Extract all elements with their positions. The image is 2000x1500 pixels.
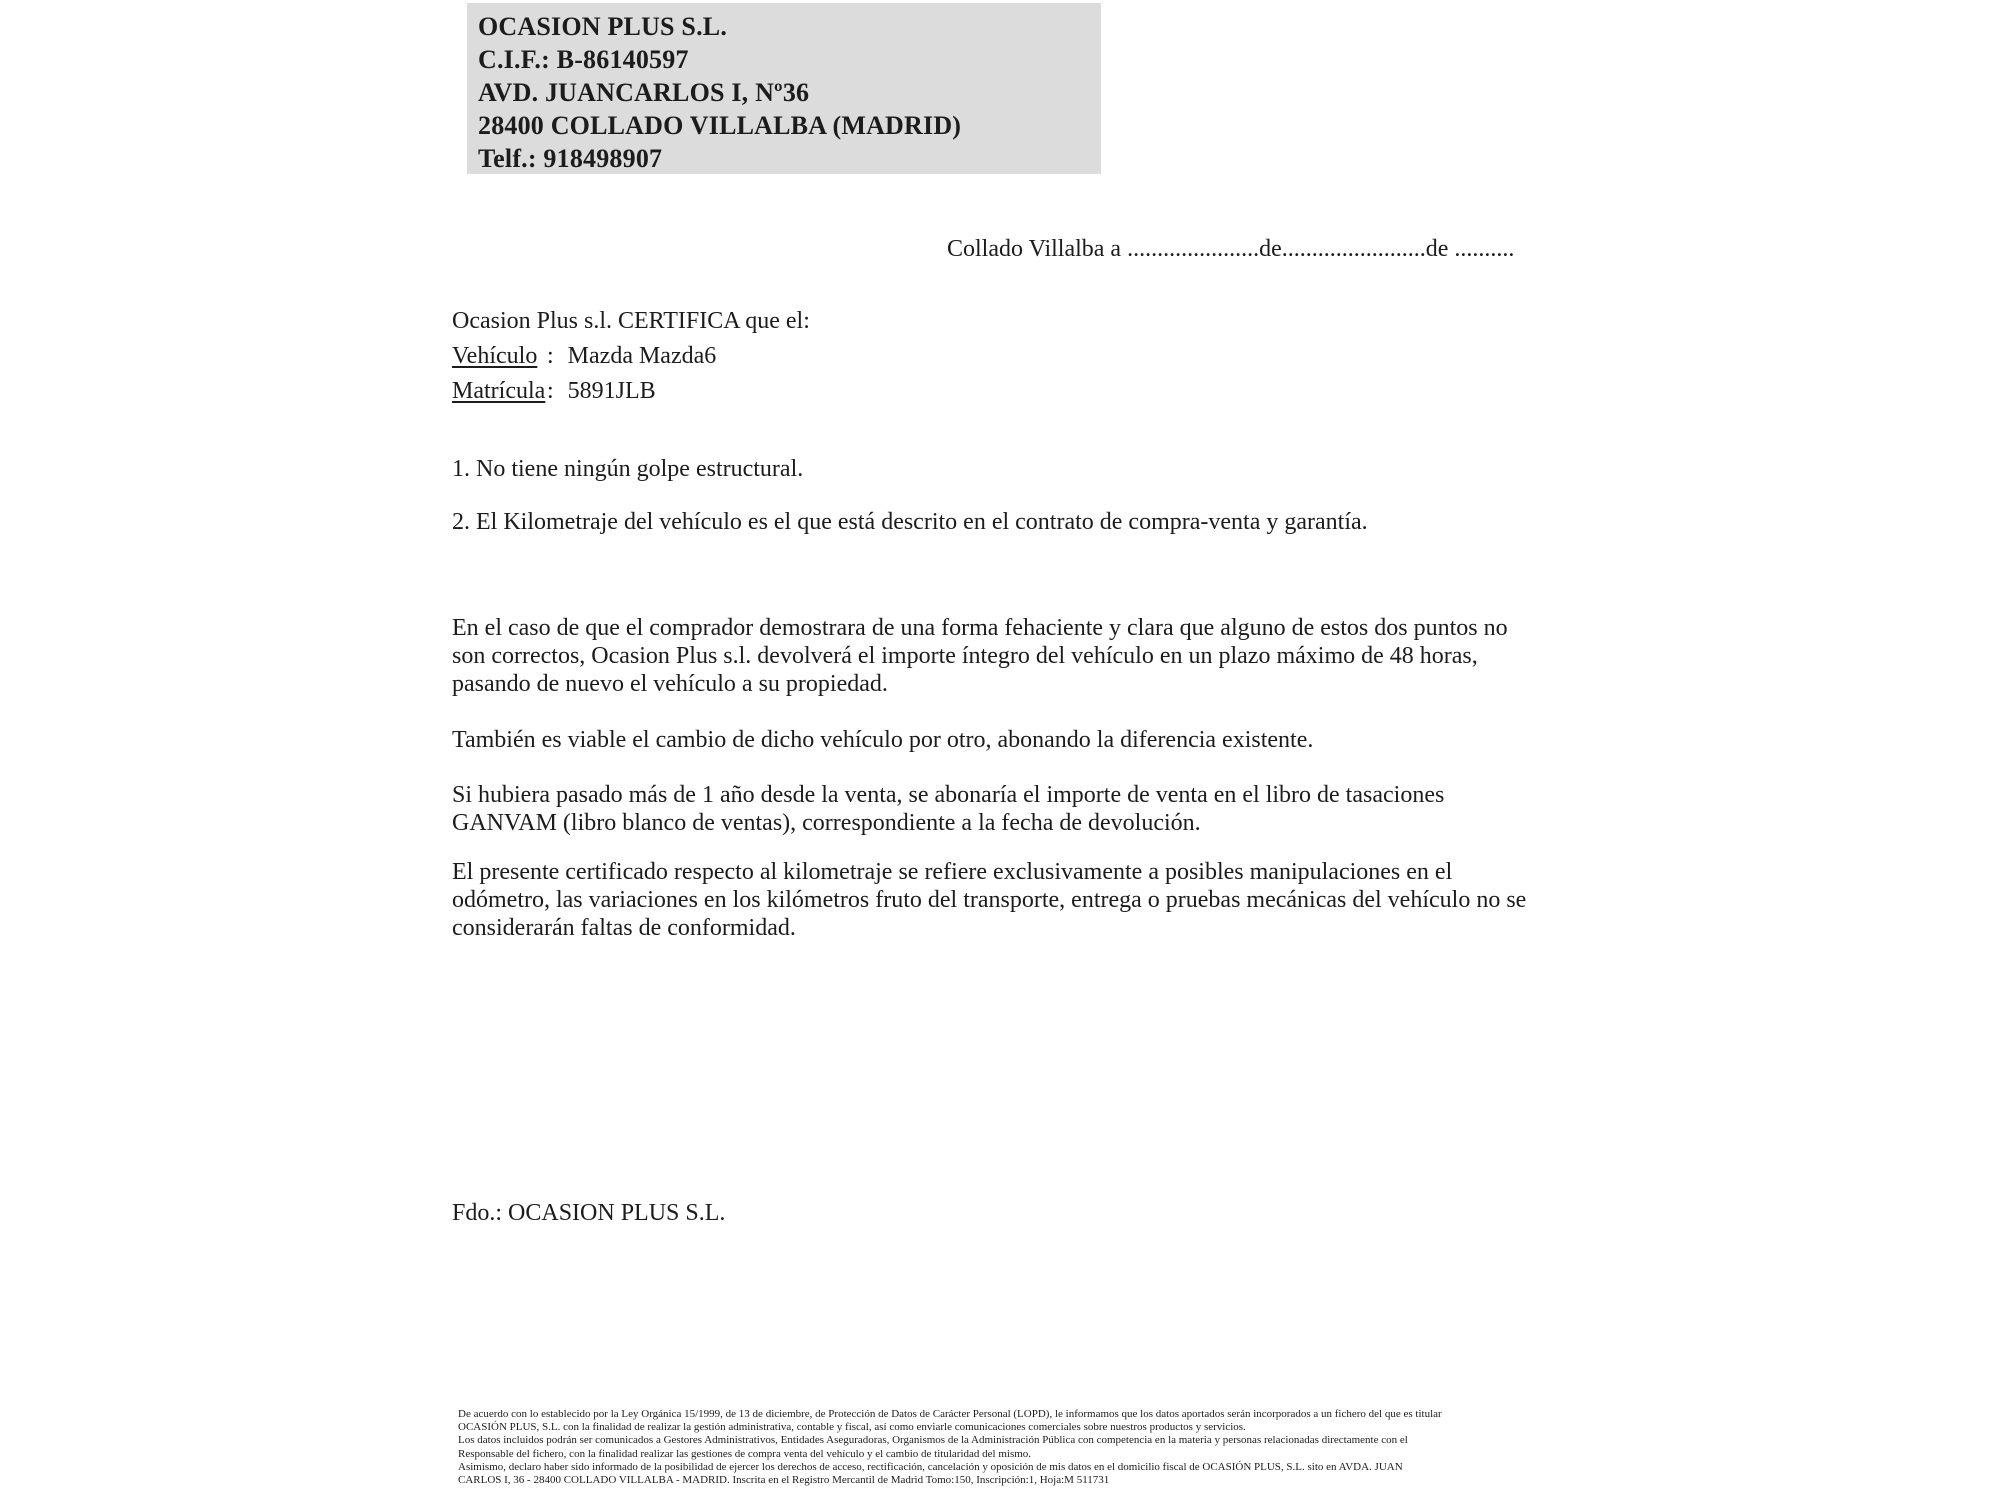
company-header-box — [467, 3, 1101, 174]
plate-field — [452, 374, 810, 409]
company-name: OCASION PLUS S.L. — [478, 12, 728, 41]
legal-footer-line: CARLOS I, 36 - 28400 COLLADO VILLALBA - MADRID. Inscrita en el Registro Mercantil de Madrid Tomo:150, Inscripción:1, Hoja:M 511731 — [458, 1474, 1110, 1487]
ganvam-clause-paragraph: Si hubiera pasado más de 1 año desde la venta, se abonaría el importe de venta en el libro de tasaciones GANVAM (libro blanco de ventas), correspondiente a la fecha de devolución. — [452, 782, 1445, 836]
company-address: AVD. JUANCARLOS I, Nº36 — [478, 78, 810, 107]
certified-point-2: 2. El Kilometraje del vehículo es el que está descrito en el contrato de compra-venta y garantía. — [452, 509, 1368, 535]
date-fill-in-line: Collado Villalba a ......................de........................de .......... — [947, 236, 1515, 262]
legal-footer-line: OCASIÓN PLUS, S.L. con la finalidad de realizar la gestión administrativa, contable y fiscal, así como enviarle comunicaciones comerciales sobre nuestros productos y servicios. — [458, 1421, 1246, 1434]
exchange-clause-paragraph: También es viable el cambio de dicho vehículo por otro, abonando la diferencia existente. — [452, 727, 1314, 753]
certification-block — [452, 304, 810, 409]
odometer-clause-paragraph: El presente certificado respecto al kilometraje se refiere exclusivamente a posibles manipulaciones en el odómetro, las variaciones en los kilómetros fruto del transporte, entrega o pruebas mecánicas del vehículo no se considerarán faltas de conformidad. — [452, 859, 1527, 941]
legal-footer — [458, 1408, 1543, 1487]
plate-field-value: 5891JLB — [567, 378, 656, 404]
refund-clause-paragraph: En el caso de que el comprador demostrara de una forma fehaciente y clara que alguno de estos dos puntos no son correctos, Ocasion Plus s.l. devolverá el importe íntegro del vehículo en un plazo máximo de 48 horas, pasando de nuevo el vehículo a su propiedad. — [452, 615, 1508, 697]
plate-field-label: Matrícula — [452, 378, 546, 404]
company-cif: C.I.F.: B-86140597 — [478, 45, 689, 74]
legal-footer-line: De acuerdo con lo establecido por la Ley Orgánica 15/1999, de 13 de diciembre, de Protección de Datos de Carácter Personal (LOPD), le informamos que los datos aportados serán incorporados a un fichero del que es titular — [458, 1408, 1442, 1420]
legal-footer-line: Los datos incluidos podrán ser comunicados a Gestores Administrativos, Entidades Aseguradoras, Organismos de la Administración Pública con competencia en la materia y personas relacionadas directamente con el — [458, 1434, 1408, 1447]
signature-line: Fdo.: OCASION PLUS S.L. — [452, 1200, 726, 1226]
certification-intro: Ocasion Plus s.l. CERTIFICA que el: — [452, 308, 810, 334]
vehicle-field-label: Vehículo — [452, 343, 538, 369]
company-city: 28400 COLLADO VILLALBA (MADRID) — [478, 111, 962, 140]
vehicle-field — [452, 339, 810, 374]
plate-field-colon: : — [547, 378, 554, 404]
company-phone: Telf.: 918498907 — [478, 144, 663, 173]
certified-point-1: 1. No tiene ningún golpe estructural. — [452, 456, 804, 482]
legal-footer-line: Responsable del fichero, con la finalidad realizar las gestiones de compra venta del vehículo y el cambio de titularidad del mismo. — [458, 1447, 1032, 1460]
vehicle-field-colon: : — [547, 343, 554, 369]
legal-footer-line: Asimismo, declaro haber sido informado de la posibilidad de ejercer los derechos de acceso, rectificación, cancelación y oposición de mis datos en el domicilio fiscal de OCASIÓN PLUS, S.L. sito en AVDA. JUAN — [458, 1460, 1403, 1473]
vehicle-field-value: Mazda Mazda6 — [567, 343, 717, 369]
